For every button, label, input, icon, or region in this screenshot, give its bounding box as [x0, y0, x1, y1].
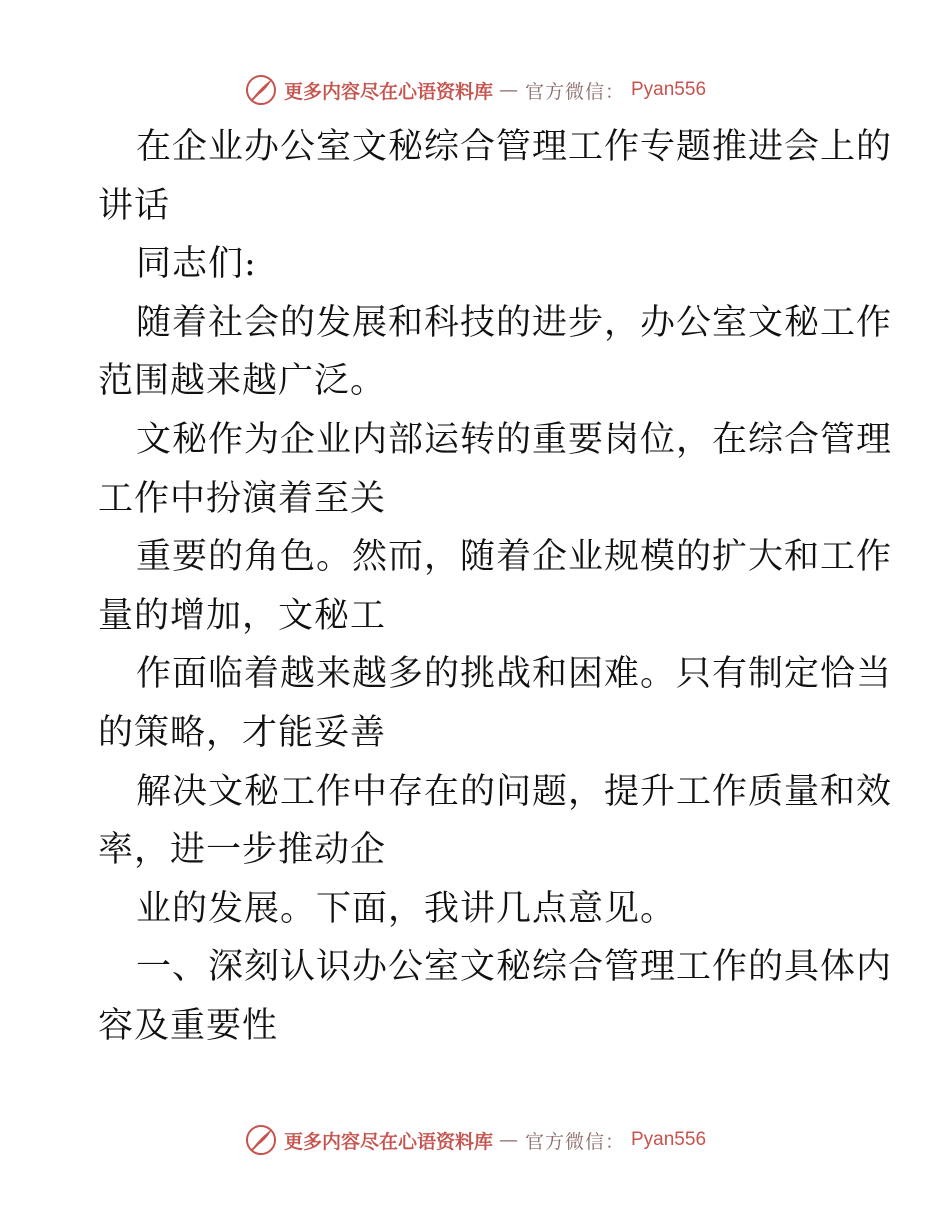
document-line: 率，进一步推动企 [98, 830, 387, 871]
wechat-label: 官方微信： [524, 80, 625, 103]
document-line: 工作中扮演着至关 [98, 478, 387, 519]
document-line: 解决文秘工作中存在的问题，提升工作质量和效 [136, 771, 893, 812]
wechat-id: Pyan556 [631, 1129, 707, 1150]
document-line: 讲话 [98, 185, 171, 226]
quill-logo-icon [244, 1123, 278, 1157]
document-line: 量的增加，文秘工 [98, 595, 387, 636]
document-line: 随着社会的发展和科技的进步，办公室文秘工作 [136, 302, 893, 343]
document-line: 同志们: [136, 244, 257, 285]
banner-separator: — [498, 1129, 519, 1151]
document-line: 范围越来越广泛。 [98, 361, 387, 402]
footer-banner [0, 1122, 950, 1158]
document-line: 业的发展。下面，我讲几点意见。 [136, 888, 677, 929]
document-line: 在企业办公室文秘综合管理工作专题推进会上的 [136, 127, 893, 167]
document-line: 容及重要性 [98, 1005, 279, 1046]
quill-logo-icon [244, 73, 278, 107]
banner-separator: — [498, 79, 519, 101]
promo-text: 更多内容尽在心语资料库 [283, 1130, 493, 1153]
document-line: 作面临着越来越多的挑战和困难。只有制定恰当 [136, 654, 893, 695]
wechat-label: 官方微信： [524, 1130, 625, 1153]
promo-text: 更多内容尽在心语资料库 [283, 80, 493, 103]
header-banner [0, 72, 950, 108]
document-line: 重要的角色。然而，随着企业规模的扩大和工作 [136, 537, 893, 578]
wechat-id: Pyan556 [631, 79, 707, 100]
document-body [98, 118, 893, 1056]
document-line: 的策略，才能妥善 [98, 712, 387, 753]
document-line: 文秘作为企业内部运转的重要岗位，在综合管理 [136, 419, 893, 460]
document-line: 一、深刻认识办公室文秘综合管理工作的具体内 [136, 947, 893, 988]
